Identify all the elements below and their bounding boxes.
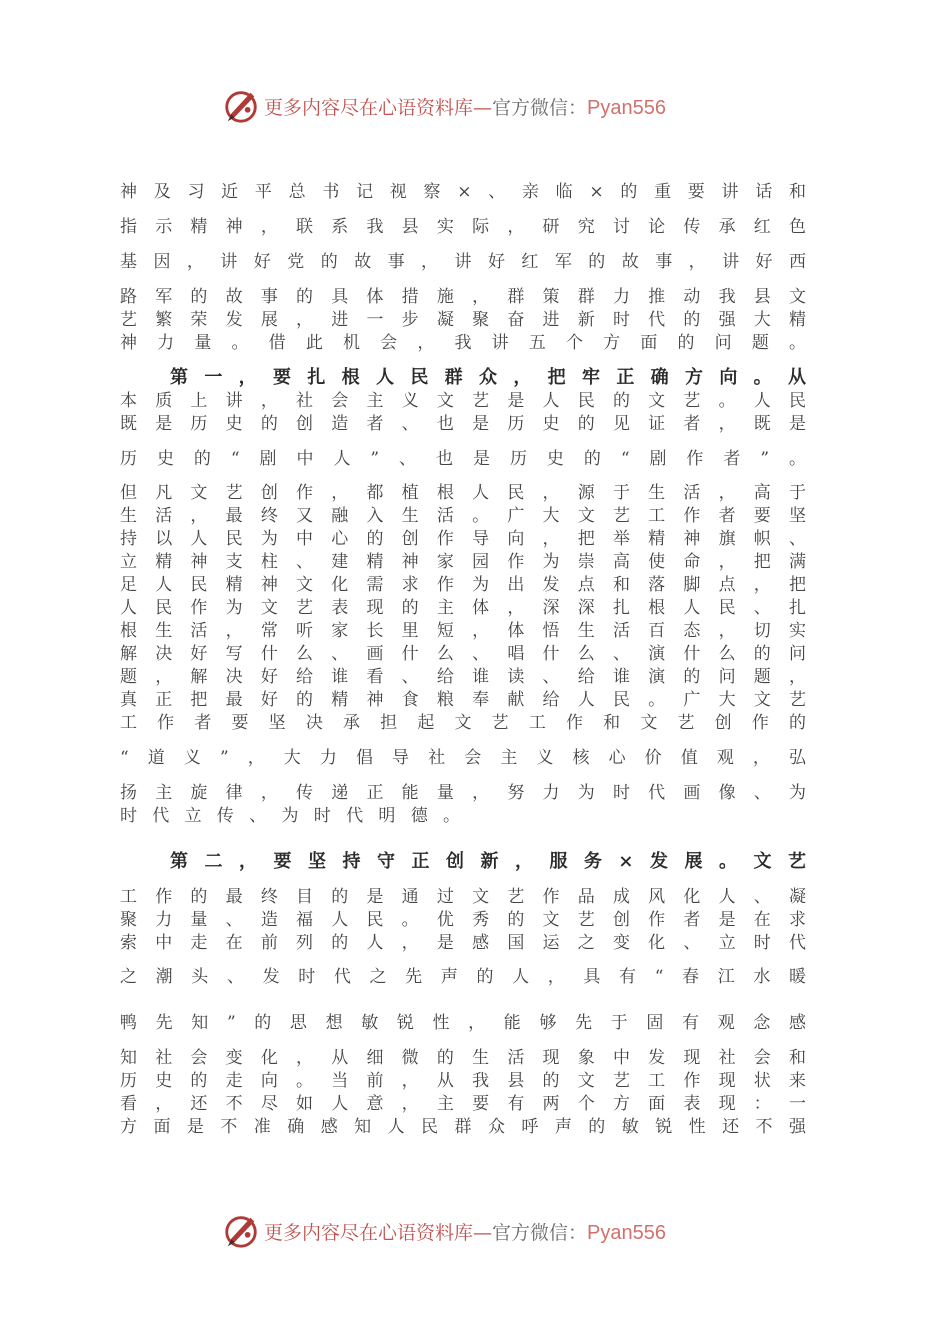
text-line: 方面是不准确感知人民群众呼声的敏锐性还不强 [120, 1117, 806, 1137]
text-line: 既是历史的创造者、也是历史的见证者，既是 [120, 414, 806, 434]
text-line: 指示精神，联系我县实际，研究讨论传承红色 [120, 217, 806, 237]
text-line: 工作的最终目的是通过文艺作品成风化人、凝 [120, 887, 806, 907]
text-line: 立精神支柱、建精神家园作为崇高使命，把满 [120, 552, 806, 572]
banner-title: 更多内容尽在心语资料库— [264, 96, 493, 119]
section-heading-1: 第一，要扎根人民群众，把牢正确方向。从 [170, 367, 806, 388]
pen-logo-icon [222, 1212, 260, 1250]
text-line: 看，还不尽如人意，主要有两个方面表现：一 [120, 1094, 806, 1114]
text-line: “道义”，大力倡导社会主义核心价值观，弘 [120, 748, 806, 768]
text-line: 足人民精神文化需求作为出发点和落脚点，把 [120, 575, 806, 595]
banner-title: 更多内容尽在心语资料库— [264, 1221, 493, 1244]
text-line: 神力量。借此机会，我讲五个方面的问题。 [120, 333, 806, 353]
text-line: 路军的故事的具体措施，群策群力推动我县文 [120, 287, 806, 307]
section-heading-2: 第二，要坚持守正创新，服务×发展。文艺 [170, 851, 806, 872]
footer-banner [0, 1209, 950, 1253]
banner-wechat-label: 官方微信： [492, 96, 588, 119]
text-line: 之潮头、发时代之先声的人，具有“春江水暖 [120, 967, 806, 987]
text-line: 工作者要坚决承担起文艺工作和文艺创作的 [120, 713, 806, 733]
text-line: 解决好写什么、画什么、唱什么、演什么的问 [120, 644, 806, 664]
text-line: 持以人民为中心的创作导向，把举精神旗帜、 [120, 529, 806, 549]
text-line: 鸭先知”的思想敏锐性，能够先于固有观念感 [120, 1013, 806, 1033]
banner-wechat-label: 官方微信： [492, 1221, 588, 1244]
text-line: 知社会变化，从细微的生活现象中发现社会和 [120, 1048, 806, 1068]
text-line: 人民作为文艺表现的主体，深深扎根人民、扎 [120, 598, 806, 618]
text-line: 索中走在前列的人，是感国运之变化、立时代 [120, 933, 806, 953]
text-line: 时代立传、为时代明德。 [120, 806, 460, 826]
text-line: 题，解决好给谁看、给谁读、给谁演的问题， [120, 667, 806, 687]
text-line: 但凡文艺创作，都植根人民，源于生活，高于 [120, 483, 806, 503]
text-line: 真正把最好的精神食粮奉献给人民。广大文艺 [120, 690, 806, 710]
banner-wechat-id: Pyan556 [587, 1221, 666, 1244]
banner-wechat-id: Pyan556 [587, 96, 666, 119]
text-line: 神及习近平总书记视察×、亲临×的重要讲话和 [120, 182, 806, 202]
text-line: 本质上讲，社会主义文艺是人民的文艺。人民 [120, 391, 806, 411]
text-line: 艺繁荣发展，进一步凝聚奋进新时代的强大精 [120, 310, 806, 330]
text-line: 聚力量、造福人民。优秀的文艺创作者是在求 [120, 910, 806, 930]
text-line: 扬主旋律，传递正能量，努力为时代画像、为 [120, 783, 806, 803]
text-line: 历史的“剧中人”、也是历史的“剧作者”。 [120, 449, 806, 469]
text-line: 生活，最终又融入生活。广大文艺工作者要坚 [120, 506, 806, 526]
text-line: 根生活，常听家长里短，体悟生活百态，切实 [120, 621, 806, 641]
text-line: 基因，讲好党的故事，讲好红军的故事，讲好西 [120, 252, 806, 272]
text-line: 历史的走向。当前，从我县的文艺工作现状来 [120, 1071, 806, 1091]
